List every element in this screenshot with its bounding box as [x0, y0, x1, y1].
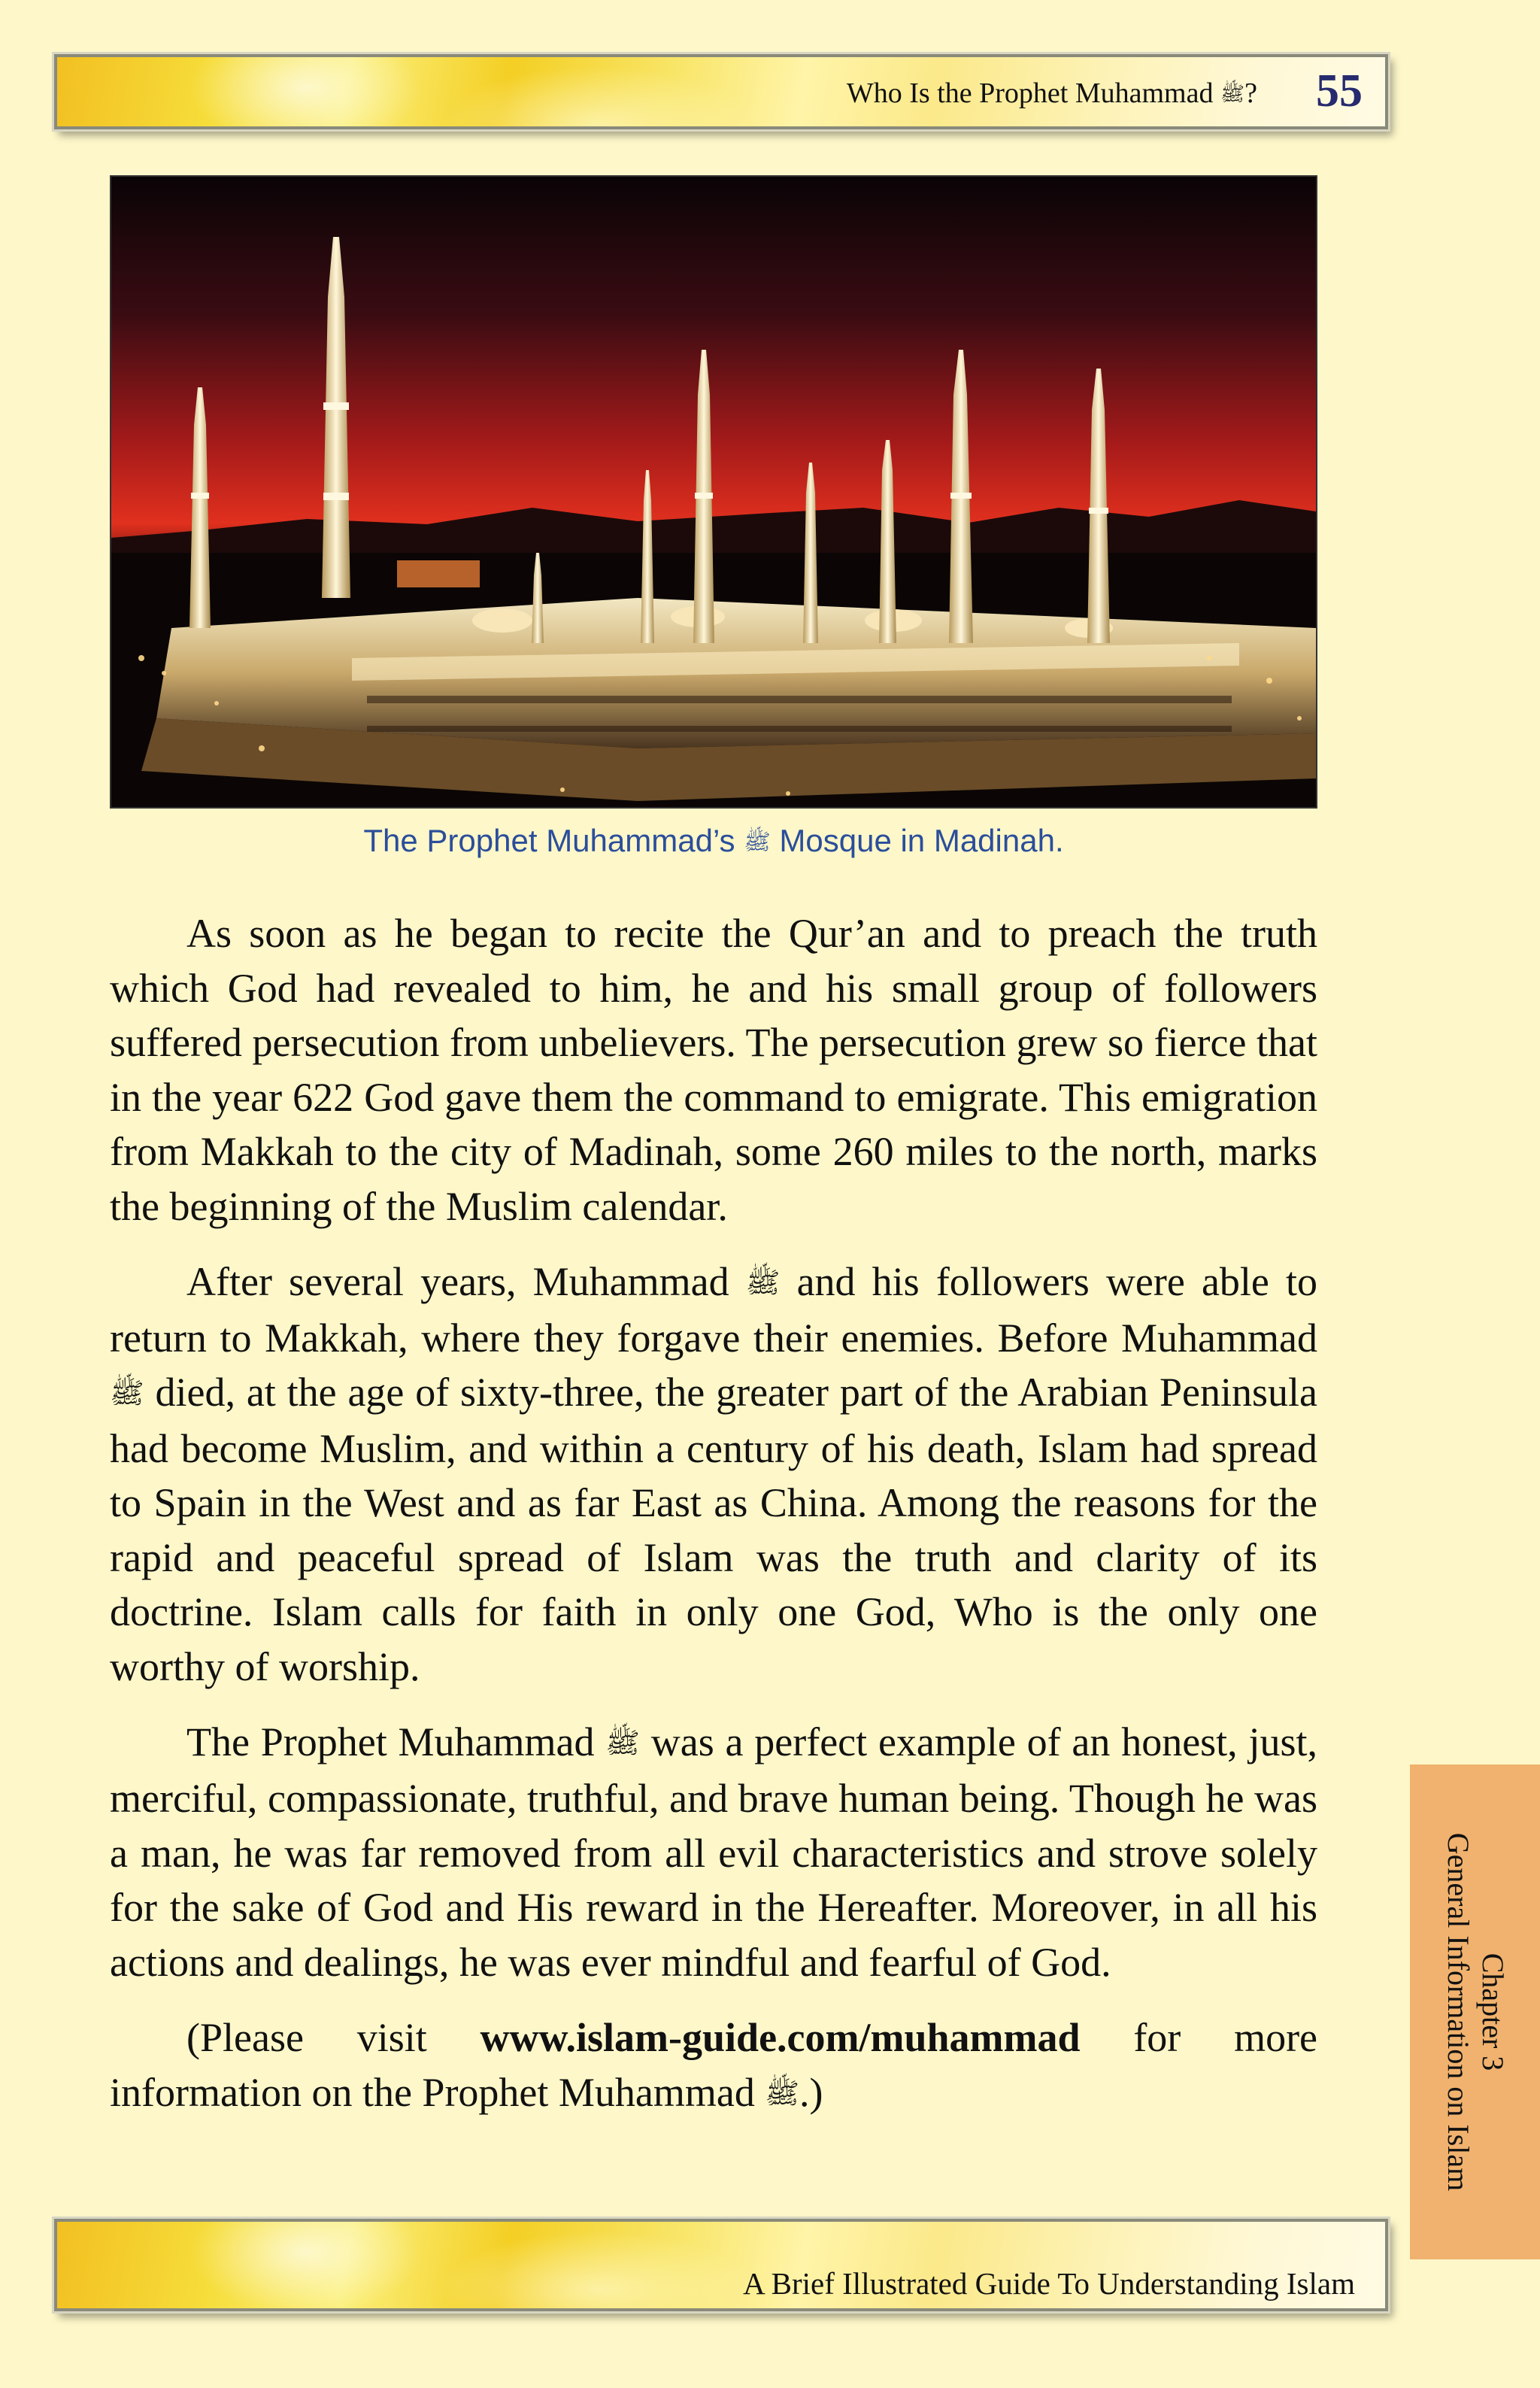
pbuh-symbol: ﷺ	[745, 1267, 781, 1300]
pbuh-symbol: ﷺ	[605, 1728, 640, 1760]
pbuh-symbol: ﷺ	[1220, 82, 1245, 105]
pbuh-symbol: ﷺ	[744, 830, 771, 855]
header-band	[54, 54, 1388, 129]
paragraph-4: (Please visit www.islam-guide.com/muhammad for more information on the Prophet Muhammad ﷺ.)	[110, 2015, 1318, 2115]
body-text	[110, 906, 1317, 2142]
website-link[interactable]: www.islam-guide.com/muhammad	[480, 2015, 1081, 2061]
paragraph-2: After several years, Muhammad ﷺ and his followers were able to return to Makkah, where they forgave their enemies. Before Muhammad ﷺ died, at the age of sixty-three, the greater part of the Arabian Peninsula had become Muslim, and within a century of his death, Islam had spread to Spain in the West and as far East as China. Among the reasons for the rapid and peaceful spread of Islam was the truth and clarity of its doctrine. Islam calls for faith in only one God, Who is the only one worthy of worship.	[110, 1259, 1318, 1689]
paragraph-1: As soon as he began to recite the Qur’an and to preach the truth which God had revealed to him, he and his small group of followers suffered persecution from unbelievers. The persecution grew so fierce that in the year 622 God gave them the command to emigrate. This emigration from Makkah to the city of Madinah, some 260 miles to the north, marks the beginning of the Muslim calendar.	[110, 911, 1317, 1229]
chapter-title: General Information on Islam	[1441, 1832, 1475, 2192]
pbuh-symbol: ﷺ	[110, 1378, 144, 1410]
chapter-tab	[1410, 1764, 1540, 2259]
pbuh-symbol: ﷺ	[765, 2077, 800, 2110]
book-title: A Brief Illustrated Guide To Understanding Islam	[743, 2266, 1355, 2301]
page-number: 55	[1316, 65, 1363, 117]
mosque-photo	[110, 175, 1317, 809]
paragraph-3: The Prophet Muhammad ﷺ was a perfect example of an honest, just, merciful, compassionate, truthful, and brave human being. Though he was a man, he was far removed from all evil characteristics and strove solely for the sake of God and His reward in the Hereafter. Moreover, in all his actions and dealings, he was ever mindful and fearful of God.	[110, 1719, 1317, 1985]
photo-caption: The Prophet Muhammad’s ﷺ Mosque in Madinah.	[363, 823, 1064, 858]
running-title: Who Is the Prophet Muhammad ﷺ?	[846, 77, 1257, 109]
chapter-number: Chapter 3	[1475, 1953, 1510, 2071]
footer-band	[54, 2219, 1388, 2311]
